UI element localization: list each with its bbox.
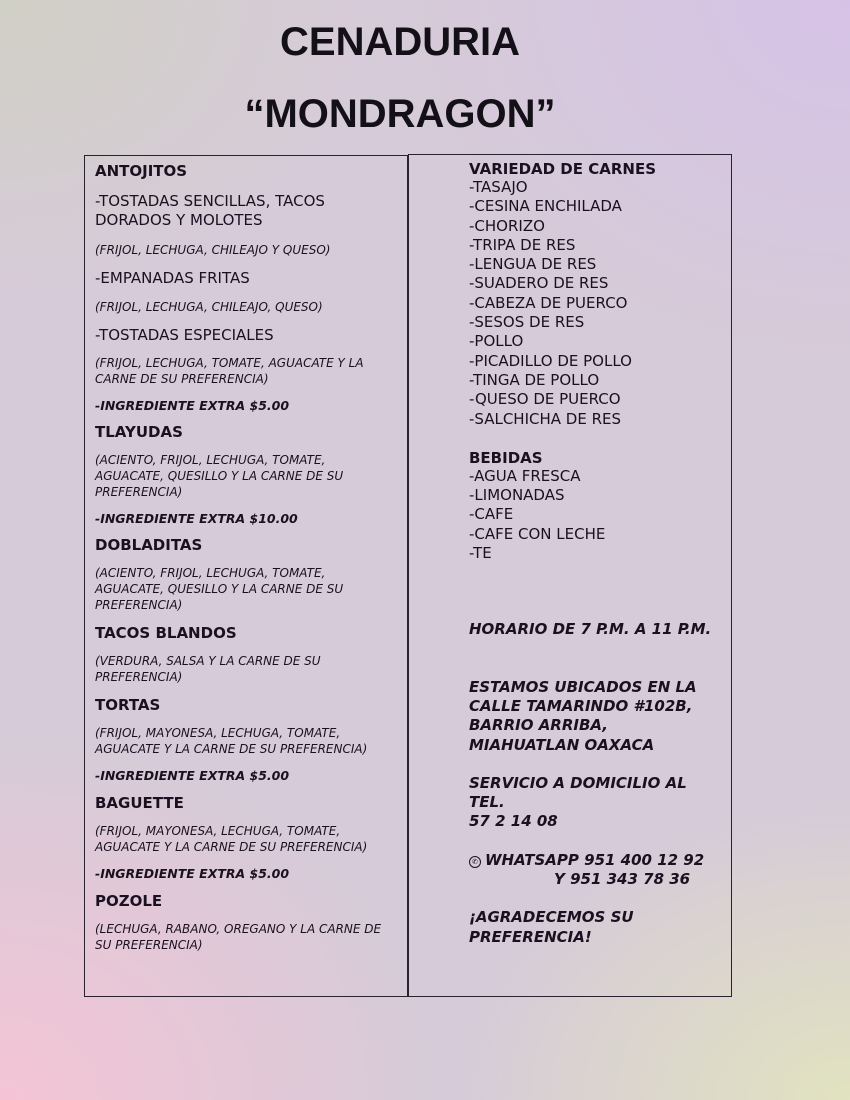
desc-tacos: (VERDURA, SALSA Y LA CARNE DE SU PREFERENCIA) xyxy=(95,654,321,684)
item-tostadas-sencillas: -TOSTADAS SENCILLAS, TACOS DORADOS Y MOLOTES xyxy=(95,192,325,229)
item-tostadas-especiales: -TOSTADAS ESPECIALES xyxy=(95,326,274,344)
list-item: -CAFE xyxy=(469,505,514,524)
whatsapp-number-2: Y 951 343 78 36 xyxy=(554,870,691,889)
list-item: -POLLO xyxy=(469,332,524,351)
extra-tlayudas: -INGREDIENTE EXTRA $10.00 xyxy=(95,511,298,526)
list-item: -CESINA ENCHILADA xyxy=(469,197,622,216)
title-line-2: “MONDRAGON” xyxy=(244,92,556,136)
list-item: -AGUA FRESCA xyxy=(469,466,581,485)
desc-dobladitas: (ACIENTO, FRIJOL, LECHUGA, TOMATE, AGUACATE, QUESILLO Y LA CARNE DE SU PREFERENCIA) xyxy=(95,566,344,612)
list-item: -TASAJO xyxy=(469,178,528,196)
list-item: -CAFE CON LECHE xyxy=(469,524,606,543)
list-item: -QUESO DE PUERCO xyxy=(469,390,621,409)
list-item: -SUADERO DE RES xyxy=(469,274,609,293)
item-empanadas: -EMPANADAS FRITAS xyxy=(95,269,250,287)
list-item: -TINGA DE POLLO xyxy=(469,370,600,389)
desc-tlayudas: (ACIENTO, FRIJOL, LECHUGA, TOMATE, AGUACATE, QUESILLO Y LA CARNE DE SU PREFERENCIA) xyxy=(95,453,344,499)
telefono-text: 57 2 14 08 xyxy=(469,812,558,831)
list-item: -LIMONADAS xyxy=(469,486,565,505)
section-dobladitas-heading: DOBLADITAS xyxy=(95,536,203,554)
servicio-text: SERVICIO A DOMICILIO AL TEL. xyxy=(469,773,687,812)
section-antojitos-heading: ANTOJITOS xyxy=(95,162,188,180)
whatsapp-line-1 xyxy=(469,851,721,870)
list-item: -LENGUA DE RES xyxy=(469,255,597,274)
gracias-text: ¡AGRADECEMOS SU PREFERENCIA! xyxy=(469,908,634,946)
section-baguette-heading: BAGUETTE xyxy=(95,794,184,812)
extra-baguette: -INGREDIENTE EXTRA $5.00 xyxy=(95,866,290,881)
list-item: -TRIPA DE RES xyxy=(469,235,576,254)
bebidas-list xyxy=(469,467,721,563)
desc-baguette: (FRIJOL, MAYONESA, LECHUGA, TOMATE, AGUACATE Y LA CARNE DE SU PREFERENCIA) xyxy=(95,824,368,854)
list-item: -CHORIZO xyxy=(469,216,545,235)
extra-tortas: -INGREDIENTE EXTRA $5.00 xyxy=(95,768,290,783)
menu-right-column xyxy=(408,154,732,997)
whatsapp-icon: ✆ xyxy=(469,856,481,868)
desc-tostadas-especiales: (FRIJOL, LECHUGA, TOMATE, AGUACATE Y LA CARNE DE SU PREFERENCIA) xyxy=(95,356,364,386)
carnes-list xyxy=(469,178,721,429)
list-item: -SESOS DE RES xyxy=(469,313,585,332)
desc-pozole: (LECHUGA, RABANO, OREGANO Y LA CARNE DE SU PREFERENCIA) xyxy=(95,922,382,952)
desc-empanadas: (FRIJOL, LECHUGA, CHILEAJO, QUESO) xyxy=(95,300,323,314)
section-bebidas-heading: BEBIDAS xyxy=(469,448,543,467)
list-item: -TE xyxy=(469,544,492,563)
section-pozole-heading: POZOLE xyxy=(95,892,163,910)
list-item: -PICADILLO DE POLLO xyxy=(469,351,632,370)
section-tortas-heading: TORTAS xyxy=(95,696,161,714)
menu-left-column xyxy=(84,155,408,997)
ubicacion-text: ESTAMOS UBICADOS EN LA CALLE TAMARINDO #102B, BARRIO ARRIBA, MIAHUATLAN OAXACA xyxy=(469,677,697,754)
desc-tostadas-sencillas: (FRIJOL, LECHUGA, CHILEAJO Y QUESO) xyxy=(95,243,331,257)
desc-tortas: (FRIJOL, MAYONESA, LECHUGA, TOMATE, AGUACATE Y LA CARNE DE SU PREFERENCIA) xyxy=(95,726,368,756)
title-line-1: CENADURIA xyxy=(280,20,520,64)
section-carnes-heading: VARIEDAD DE CARNES xyxy=(469,160,657,178)
list-item: -CABEZA DE PUERCO xyxy=(469,293,628,312)
section-tacos-heading: TACOS BLANDOS xyxy=(95,624,237,642)
list-item: -SALCHICHA DE RES xyxy=(469,409,622,428)
extra-antojitos: -INGREDIENTE EXTRA $5.00 xyxy=(95,398,290,413)
whatsapp-number-1: WHATSAPP 951 400 12 92 xyxy=(485,850,705,869)
section-tlayudas-heading: TLAYUDAS xyxy=(95,423,183,441)
horario-text: HORARIO DE 7 P.M. A 11 P.M. xyxy=(469,620,712,639)
